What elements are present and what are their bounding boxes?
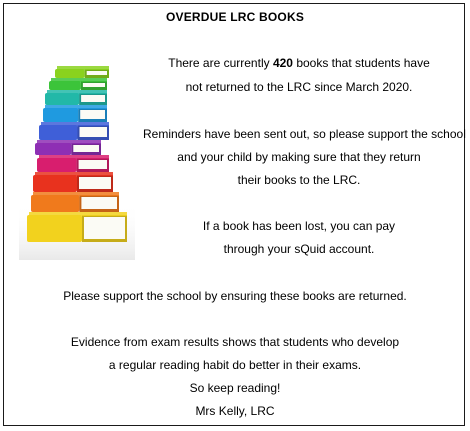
book-6: [39, 122, 109, 140]
para4: Please support the school by ensuring these books are returned.: [63, 289, 407, 303]
para3-line2: through your sQuid account.: [223, 242, 375, 256]
book-4: [37, 155, 109, 172]
book-2: [31, 192, 119, 212]
para5-line1: Evidence from exam results shows that students who develop: [70, 335, 400, 349]
signature: Mrs Kelly, LRC: [195, 404, 275, 418]
overdue-count: 420: [272, 56, 293, 70]
notice-title: OVERDUE LRC BOOKS: [165, 10, 305, 24]
book-stack-illustration: [19, 62, 135, 260]
book-3: [33, 172, 113, 192]
para2-line1: Reminders have been sent out, so please support the school: [143, 127, 466, 141]
book-10: [55, 66, 109, 78]
book-1: [27, 212, 127, 242]
book-5: [35, 140, 101, 155]
para3-line1: If a book has been lost, you can pay: [202, 219, 396, 233]
para1-line2: not returned to the LRC since March 2020.: [185, 80, 413, 94]
para1-line1: There are currently 420 books that students have: [168, 56, 430, 70]
closing-line: So keep reading!: [189, 381, 281, 395]
para2-line3: their books to the LRC.: [237, 173, 361, 187]
book-9: [49, 78, 107, 90]
para2-line2: and your child by making sure that they return: [177, 150, 421, 164]
para5-line2: a regular reading habit do better in their exams.: [108, 358, 362, 372]
book-8: [45, 90, 107, 105]
book-7: [43, 105, 107, 122]
